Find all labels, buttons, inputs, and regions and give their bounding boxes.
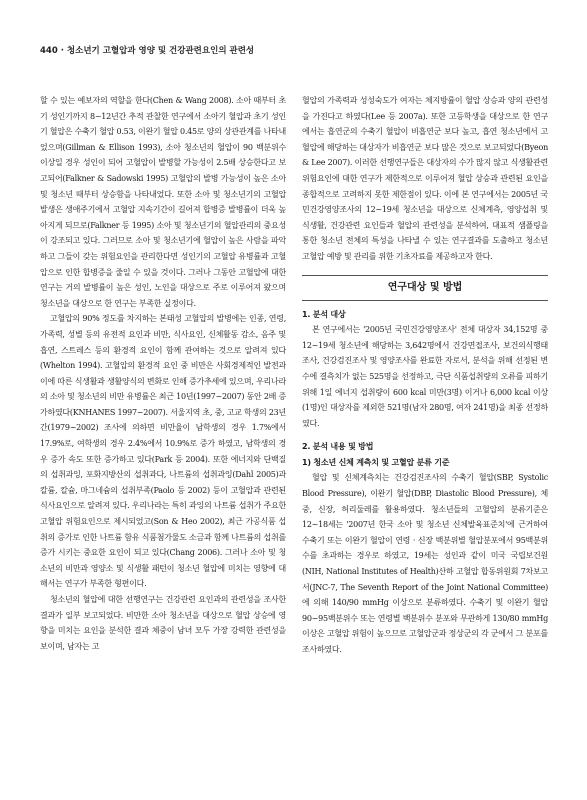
spacer xyxy=(302,431,548,439)
page-number-and-title: 440 · 청소년기 고혈압과 영양 및 건강관련요인의 관련성 xyxy=(40,46,255,56)
body-paragraph: 할 수 있는 예보자의 역할을 한다(Chen & Wang 2008). 소아 때부터 초기 성인기까지 8~12년간 추적 관찰한 연구에서 소아기 혈압과 초기 성인기 혈압은 수축기 혈압 0.53, 이완기 혈압 0.45로 양의 상관관계를 나타내었으며(Gillman & Ellison 1993), 소아 청소년의 혈압이 90 백분위수 이상일 경우 성인이 되어 고혈압이 발병할 가능성이 2.5배 상승한다고 보고되어(Falkner & Sadowski 1995) 고혈압의 발병 가능성이 높은 소아 및 청소년 때부터 상승함을 나타내었다. 또한 소아 및 청소년기의 고혈압 발생은 생애주기에서 고혈압 지속기간이 길어져 합병증 발병률이 더욱 높아지게 되므로(Falkner 등 1995) 소아 및 청소년기의 혈압관리의 중요성이 강조되고 있다. 그러므로 소아 및 청소년기에 혈압이 높은 사람을 파악하고 그들이 갖는 위험요인을 관리한다면 성인기의 고혈압 유병률과 고혈압으로 인한 합병증을 줄일 수 있을 것이다. 그러나 그동안 고혈압에 대한 연구는 거의 발병률이 높은 성인, 노인을 대상으로 주로 이루어져 왔으며 청소년을 대상으로 한 연구는 부족한 실정이다. xyxy=(40,96,286,308)
running-header xyxy=(40,44,547,56)
section-title: 연구대상 및 방법 xyxy=(387,281,463,293)
right-column xyxy=(302,93,548,658)
body-paragraph: 본 연구에서는 '2005년 국민건강영양조사' 전체 대상자 34,152명 중 12~19세 청소년에 해당하는 3,642명에서 건강면접조사, 보건의식행태조사, 건강검진조사 및 영양조사를 완료한 자로서, 분석을 위해 선정된 변수에 결측치가 없는 525명을 선정하고, 극단 식품섭취량의 오류를 피하기 위해 1일 에너지 섭취량이 600 kcal 미만(3명) 이거나 6,000 kcal 이상(1명)인 대상자를 제외한 521명(남자 280명, 여자 241명)을 최종 선정하였다. xyxy=(302,325,548,428)
subsection-title: 1. 분석 대상 xyxy=(302,309,346,319)
body-paragraph: 혈압의 가족력과 성성숙도가 여자는 체지방률이 혈압 상승과 양의 관련성을 가진다고 하였다(Lee 등 2007a). 또한 고등학생을 대상으로 한 연구에서는 흡연군의 수축기 혈압이 비흡연군 보다 높고, 흡연 청소년에서 고혈압에 해당하는 대상자가 비흡연군 보다 많은 것으로 보고되었다(Byeon & Lee 2007). 이러한 선행연구들은 대상자의 수가 많지 않고 식생활관련 위험요인에 대한 연구가 제한적으로 이루어져 혈압 상승과 관련된 요인을 종합적으로 고려하지 못한 제한점이 있다. 이에 본 연구에서는 2005년 국민건강영양조사의 12~19세 청소년을 대상으로 신체계측, 영양섭취 및 식생활, 건강관련 요인들과 혈압의 관련성을 분석하여, 대표적 샘플링을 통한 청소년 전체의 특성을 나타낼 수 있는 연구결과를 도출하고 청소년 고혈압 예방 및 관리를 위한 기초자료를 제공하고자 한다. xyxy=(302,96,548,261)
body-paragraph: 고혈압의 90% 정도를 차지하는 본태성 고혈압의 발병에는 인종, 연령, 가족력, 성별 등의 유전적 요인과 비만, 식사요인, 신체활동 감소, 음주 및 흡연, 스트레스 등의 환경적 요인이 함께 관여하는 것으로 알려져 있다(Whelton 1994). 고혈압의 환경적 요인 중 비만은 사회경제적인 발전과 이에 따른 식생활과 생활양식의 변화로 인해 증가추세에 있으며, 우리나라의 소아 및 청소년의 비만 유병률은 최근 10년(1997~2007) 동안 2배 증가하였다(KNHANES 1997~2007). 서울지역 초, 중, 고교 학생의 23년간(1979~2002) 조사에 의하면 비만율이 남학생의 경우 1.7%에서 17.9%로, 여학생의 경우 2.4%에서 10.9%로 증가 하였고, 남학생의 경우 증가 속도 또한 증가하고 있다(Park 등 2004). 또한 에너지와 단백질의 섭취과잉, 포화지방산의 섭취과다, 나트륨의 섭취과잉(Dahl 2005)과 칼륨, 칼슘, 마그네슘의 섭취부족(Paolo 등 2002) 등이 고혈압과 관련된 식사요인으로 알려져 있다. 우리나라는 특히 과잉의 나트륨 섭취가 주요한 고혈압 위험요인으로 제시되었고(Son & Heo 2002), 최근 가공식품 섭취의 증가로 인한 나트륨 함유 식품첨가물도 소금과 함께 나트륨의 섭취를 증가 시키는 중요한 요인이 되고 있다(Chang 2006). 그러나 소아 및 청소년의 비만과 영양소 및 식생활 패턴이 청소년 혈압에 미치는 영향에 대해서는 연구가 부족한 형편이다. xyxy=(40,314,286,589)
left-column xyxy=(40,93,286,654)
section-rule-bottom xyxy=(302,300,548,301)
body-paragraph: 청소년의 혈압에 대한 선행연구는 건강관련 요인과의 관련성을 조사한 결과가 일부 보고되었다. 비만한 소아 청소년을 대상으로 혈압 상승에 영향을 미치는 요인을 분석한 결과 체중이 남녀 모두 가장 강력한 관련성을 보이며, 남자는 고 xyxy=(40,595,286,651)
section-heading-block xyxy=(302,275,548,301)
body-paragraph: 혈압 및 신체계측치는 건강검진조사의 수축기 혈압(SBP, Systolic Blood Pressure), 이완기 혈압(DBP, Diastolic Blood Pressure), 체중, 신장, 허리둘레를 활용하였다. 청소년들의 고혈압의 분류기준은 12~18세는 '2007년 한국 소아 및 청소년 신체발육표준치'에 근거하여 수축기 또는 이완기 혈압이 연령 · 신장 백분위별 혈압분포에서 95백분위수를 초과하는 경우로 하였고, 19세는 성인과 같이 미국 국립보건원(NIH, National Institutes of Health)산하 고혈압 합동위원회 7차보고서(JNC-7, The Seventh Report of the Joint National Committee)에 의해 140/90 mmHg 이상으로 분류하였다. 수축기 및 이완기 혈압 90~95백분위수 또는 연령별 백분위수 분포와 무관하게 130/80 mmHg 이상은 고혈압 위험이 높으므로 고혈압군과 정상군의 각 군에서 그 분포를 조사하였다. xyxy=(302,473,548,654)
subsubsection-title: 1) 청소년 신체 계측치 및 고혈압 분류 기준 xyxy=(302,457,450,467)
subsection-title: 2. 분석 내용 및 방법 xyxy=(302,442,374,452)
